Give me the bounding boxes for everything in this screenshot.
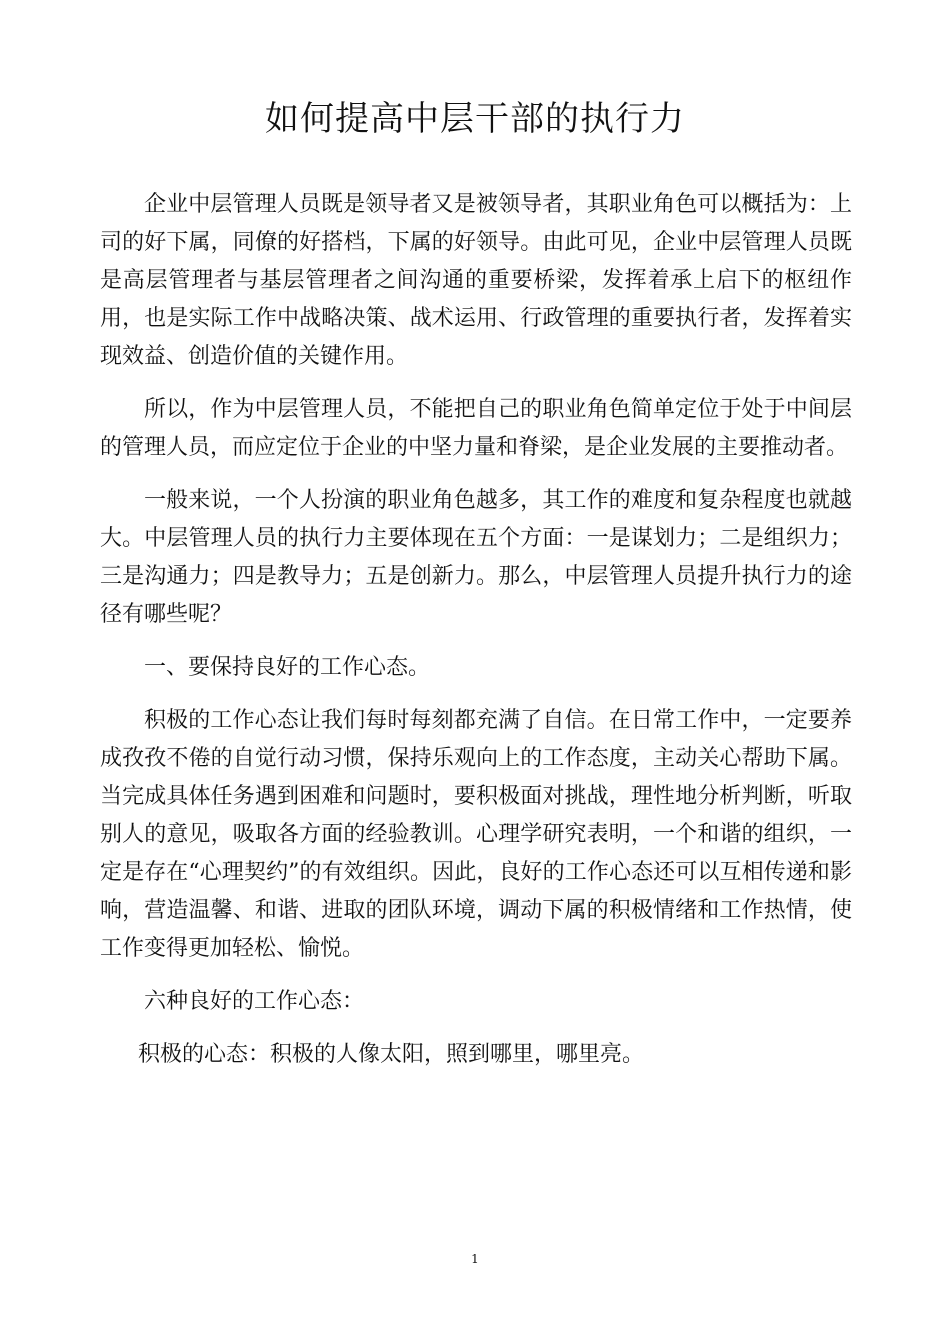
document-title: 如何提高中层干部的执行力	[265, 99, 685, 139]
paragraph-intro: 企业中层管理人员既是领导者又是被领导者，其职业角色可以概括为：上司的好下属，同僚的好搭档，下属的好领导。由此可见，企业中层管理人员既是高层管理者与基层管理者之间沟通的重要桥梁，发挥着承上启下的枢纽作用，也是实际工作中战略决策、战术运用、行政管理的重要执行者，发挥着实现效益、创造价值的关键作用。	[100, 192, 852, 369]
document-body	[100, 186, 852, 1089]
paragraph-work-attitude: 积极的工作心态让我们每时每刻都充满了自信。在日常工作中，一定要养成孜孜不倦的自觉行动习惯，保持乐观向上的工作态度，主动关心帮助下属。当完成具体任务遇到困难和问题时，要积极面对挑战，理性地分析判断，听取别人的意见，吸取各方面的经验教训。心理学研究表明，一个和谐的组织，一定是存在“心理契约”的有效组织。因此，良好的工作心态还可以互相传递和影响，营造温馨、和谐、进取的团队环境，调动下属的积极情绪和工作热情，使工作变得更加轻松、愉悦。	[100, 708, 852, 961]
paragraph-positive-attitude: 积极的心态：积极的人像太阳，照到哪里，哪里亮。	[138, 1042, 645, 1067]
paragraph-execution-aspects: 一般来说，一个人扮演的职业角色越多，其工作的难度和复杂程度也就越大。中层管理人员的执行力主要体现在五个方面：一是谋划力；二是组织力；三是沟通力；四是教导力；五是创新力。那么，中层管理人员提升执行力的途径有哪些呢？	[100, 488, 852, 627]
section-heading-work-attitude: 一、要保持良好的工作心态。	[144, 655, 431, 680]
paragraph-positioning: 所以，作为中层管理人员，不能把自己的职业角色简单定位于处于中间层的管理人员，而应定位于企业的中坚力量和脊梁，是企业发展的主要推动者。	[100, 397, 852, 460]
paragraph-six-attitudes-heading: 六种良好的工作心态：	[144, 989, 365, 1014]
page-number: 1	[471, 1252, 479, 1266]
